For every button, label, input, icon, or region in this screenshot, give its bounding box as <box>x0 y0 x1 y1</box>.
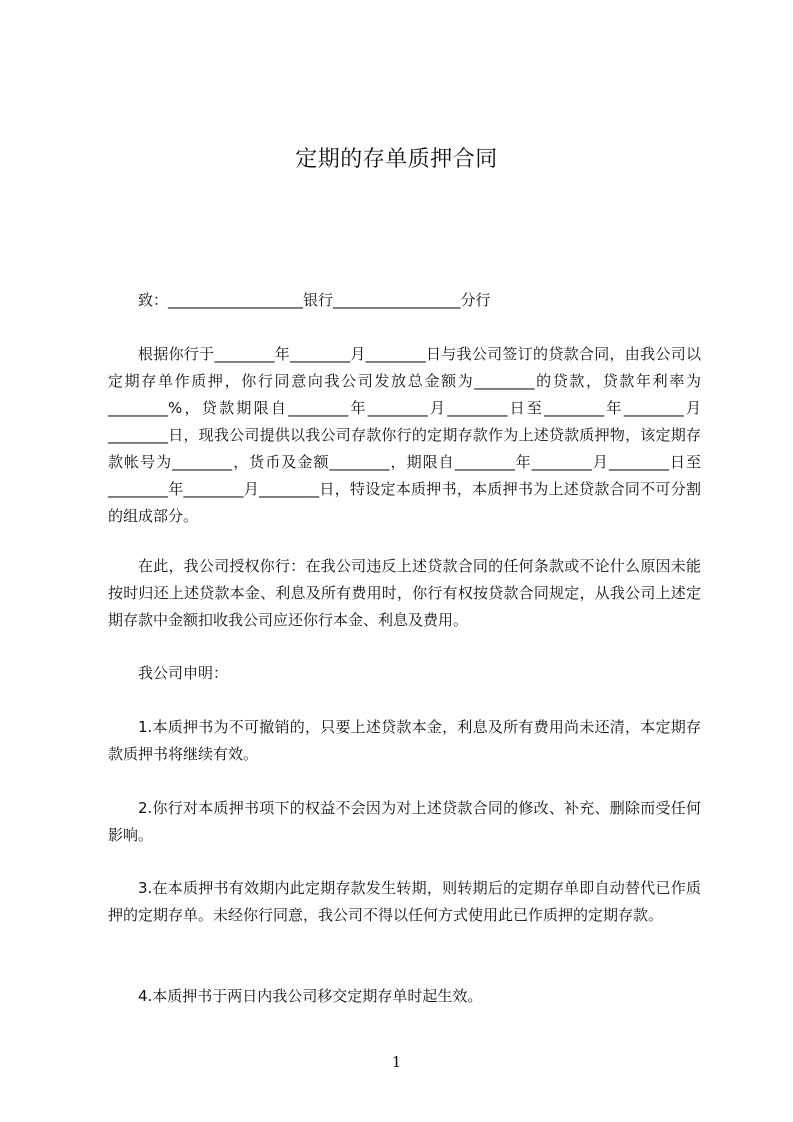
clause-2: 2.你行对本质押书项下的权益不会因为对上述贷款合同的修改、补充、删除而受任何影响。 <box>108 799 701 844</box>
paragraph-authorization: 在此，我公司授权你行：在我公司违反上述贷款合同的任何条款或不论什么原因未能按时归还上述贷款本金、利息及所有费用时，你行有权按贷款合同规定，从我公司上述定期存款中金额扣收我公司应还你行本金、利息及费用。 <box>108 557 701 629</box>
page-number: 1 <box>391 1053 402 1071</box>
addressee-line: 致：__________________银行_________________分行 <box>138 291 491 309</box>
paragraph-loan-agreement: 根据你行于________年________月________日与我公司签订的贷款合同，由我公司以定期存单作质押，你行同意向我公司发放总金额为________的贷款，贷款年利率为________%，贷款期限自________年________月________日至________年________月________日，现我公司提供以我公司存款你行的定期存款作为上述贷款质押物，该定期存款帐号为________，货币及金额________，期限自________年________月________日至________年________月________日，特设定本质押书，本质押书为上述贷款合同不可分割的组成部分。 <box>108 345 701 525</box>
clause-1: 1.本质押书为不可撤销的，只要上述贷款本金，利息及所有费用尚未还清，本定期存款质押书将继续有效。 <box>108 718 701 763</box>
document-title: 定期的存单质押合同 <box>295 147 498 172</box>
clause-4: 4.本质押书于两日内我公司移交定期存单时起生效。 <box>138 987 483 1005</box>
clause-3: 3.在本质押书有效期内此定期存款发生转期，则转期后的定期存单即自动替代已作质押的定期存单。未经你行同意，我公司不得以任何方式使用此已作质押的定期存款。 <box>108 879 701 924</box>
paragraph-declaration-heading: 我公司申明： <box>138 664 229 682</box>
